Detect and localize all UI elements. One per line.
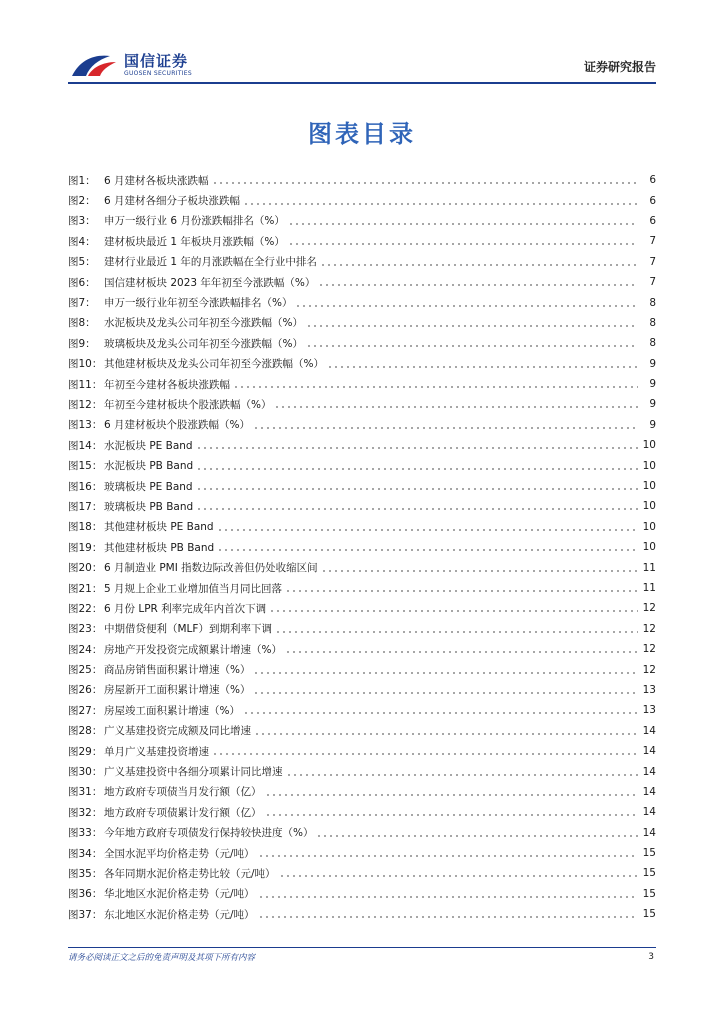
figure-title: 玻璃板块及龙头公司年初至今涨跌幅（%） <box>104 337 303 350</box>
figure-title: 广义基建投资完成额及同比增速 <box>104 725 251 738</box>
dot-leader <box>253 691 638 695</box>
figure-page: 10 <box>642 500 656 513</box>
figure-title: 玻璃板块 PE Band <box>104 480 193 493</box>
header-divider <box>68 82 656 84</box>
toc-entry[interactable] <box>68 190 656 210</box>
dot-leader <box>217 528 638 532</box>
figure-number: 图4： <box>68 235 96 248</box>
figure-number: 图30： <box>68 766 103 779</box>
page-header <box>68 48 656 84</box>
toc-entry[interactable] <box>68 578 656 598</box>
toc-entry[interactable] <box>68 619 656 639</box>
dot-leader <box>265 793 639 797</box>
figure-title: 水泥板块 PE Band <box>104 439 193 452</box>
figure-title: 建材行业最近 1 年的月涨跌幅在全行业中排名 <box>104 256 317 269</box>
figure-title: 东北地区水泥价格走势（元/吨） <box>104 908 255 921</box>
figure-page: 7 <box>649 255 656 268</box>
figure-page: 7 <box>649 235 656 248</box>
figure-title: 申万一级行业 6 月份涨跌幅排名（%） <box>104 215 285 228</box>
toc-entry[interactable] <box>68 517 656 537</box>
toc-entry[interactable] <box>68 557 656 577</box>
dot-leader <box>258 915 638 919</box>
dot-leader <box>321 569 638 573</box>
figure-page: 12 <box>642 622 656 635</box>
figure-title: 中期借贷便利（MLF）到期利率下调 <box>104 623 272 636</box>
guosen-logo-icon <box>70 52 118 78</box>
figure-list <box>68 170 656 924</box>
figure-page: 11 <box>642 561 656 574</box>
figure-title: 地方政府专项债当月发行额（亿） <box>104 786 262 799</box>
figure-title: 房屋竣工面积累计增速（%） <box>104 704 240 717</box>
figure-title: 国信建材板块 2023 年年初至今涨跌幅（%） <box>104 276 316 289</box>
figure-title: 全国水泥平均价格走势（元/吨） <box>104 847 255 860</box>
figure-title: 房地产开发投资完成额累计增速（%） <box>104 643 282 656</box>
figure-page: 15 <box>642 847 656 860</box>
figure-title: 商品房销售面积累计增速（%） <box>104 664 251 677</box>
dot-leader <box>217 548 638 552</box>
toc-entry[interactable] <box>68 476 656 496</box>
figure-page: 13 <box>642 704 656 717</box>
figure-title: 申万一级行业年初至今涨跌幅排名（%） <box>104 297 293 310</box>
dot-leader <box>318 283 638 287</box>
figure-page: 10 <box>642 439 656 452</box>
toc-entry[interactable] <box>68 292 656 312</box>
figure-page: 8 <box>649 316 656 329</box>
figure-title: 地方政府专项债累计发行额（亿） <box>104 806 262 819</box>
figure-number: 图20： <box>68 562 103 575</box>
dot-leader <box>288 222 638 226</box>
figure-title: 广义基建投资中各细分项累计同比增速 <box>104 766 283 779</box>
footer-disclaimer: 请务必阅读正文之后的免责声明及其项下所有内容 <box>68 953 256 963</box>
figure-page: 14 <box>642 806 656 819</box>
brand-name-en: GUOSEN SECURITIES <box>124 69 193 77</box>
figure-page: 9 <box>649 378 656 391</box>
dot-leader <box>285 650 638 654</box>
toc-entry[interactable] <box>68 782 656 802</box>
figure-number: 图11： <box>68 378 103 391</box>
figure-title: 6 月建材各板块涨跌幅 <box>104 174 209 187</box>
toc-entry[interactable] <box>68 863 656 883</box>
dot-leader <box>274 405 638 409</box>
figure-number: 图34： <box>68 847 103 860</box>
figure-number: 图35： <box>68 867 103 880</box>
figure-title: 6 月建材各细分子板块涨跌幅 <box>104 195 241 208</box>
dot-leader <box>295 304 638 308</box>
brand-name-cn: 国信证券 <box>124 51 189 70</box>
figure-number: 图9： <box>68 337 96 350</box>
dot-leader <box>212 181 638 185</box>
toc-entry[interactable] <box>68 455 656 475</box>
toc-entry[interactable] <box>68 170 656 190</box>
figure-number: 图23： <box>68 623 103 636</box>
figure-number: 图5： <box>68 256 96 269</box>
figure-page: 14 <box>642 724 656 737</box>
toc-entry[interactable] <box>68 904 656 924</box>
figure-number: 图1： <box>68 174 96 187</box>
guosen-logo <box>70 52 192 78</box>
toc-entry[interactable] <box>68 313 656 333</box>
figure-page: 6 <box>649 174 656 187</box>
figure-number: 图36： <box>68 888 103 901</box>
figure-number: 图28： <box>68 725 103 738</box>
dot-leader <box>243 202 638 206</box>
figure-number: 图17： <box>68 500 103 513</box>
figure-number: 图33： <box>68 827 103 840</box>
toc-entry[interactable] <box>68 680 656 700</box>
toc-entry[interactable] <box>68 884 656 904</box>
figure-page: 10 <box>642 520 656 533</box>
figure-number: 图22： <box>68 602 103 615</box>
figure-number: 图32： <box>68 806 103 819</box>
figure-title: 6 月建材板块个股涨跌幅（%） <box>104 419 250 432</box>
figure-title: 水泥板块 PB Band <box>104 460 194 473</box>
figure-page: 6 <box>649 194 656 207</box>
dot-leader <box>253 426 638 430</box>
figure-number: 图21： <box>68 582 103 595</box>
dot-leader <box>196 467 638 471</box>
figure-page: 14 <box>642 826 656 839</box>
figure-number: 图18： <box>68 521 103 534</box>
toc-entry[interactable] <box>68 496 656 516</box>
figure-page: 12 <box>642 602 656 615</box>
figure-number: 图25： <box>68 664 103 677</box>
toc-entry[interactable] <box>68 354 656 374</box>
figure-title: 其他建材板块 PE Band <box>104 521 214 534</box>
toc-entry[interactable] <box>68 394 656 414</box>
figure-page: 14 <box>642 785 656 798</box>
figure-title: 玻璃板块 PB Band <box>104 500 194 513</box>
toc-entry[interactable] <box>68 700 656 720</box>
figure-number: 图26： <box>68 684 103 697</box>
figure-title: 其他建材板块 PB Band <box>104 541 215 554</box>
figure-number: 图27： <box>68 704 103 717</box>
toc-entry[interactable] <box>68 231 656 251</box>
dot-leader <box>316 834 638 838</box>
toc-entry[interactable] <box>68 721 656 741</box>
toc-entry[interactable] <box>68 211 656 231</box>
footer-divider <box>68 947 656 948</box>
toc-entry[interactable] <box>68 435 656 455</box>
figure-number: 图13： <box>68 419 103 432</box>
figure-number: 图6： <box>68 276 96 289</box>
figure-number: 图16： <box>68 480 103 493</box>
dot-leader <box>306 344 638 348</box>
figure-page: 10 <box>642 459 656 472</box>
figure-page: 9 <box>649 398 656 411</box>
page-title: 图表目录 <box>308 120 416 148</box>
figure-page: 15 <box>642 887 656 900</box>
figure-title: 今年地方政府专项债发行保持较快进度（%） <box>104 827 314 840</box>
figure-title: 华北地区水泥价格走势（元/吨） <box>104 888 255 901</box>
dot-leader <box>254 732 638 736</box>
dot-leader <box>196 446 638 450</box>
dot-leader <box>258 854 638 858</box>
dot-leader <box>233 385 638 389</box>
toc-entry[interactable] <box>68 659 656 679</box>
dot-leader <box>306 324 638 328</box>
dot-leader <box>253 671 638 675</box>
figure-page: 14 <box>642 745 656 758</box>
toc-entry[interactable] <box>68 823 656 843</box>
dot-leader <box>327 365 638 369</box>
figure-page: 8 <box>649 337 656 350</box>
figure-title: 单月广义基建投资增速 <box>104 745 209 758</box>
toc-entry[interactable] <box>68 741 656 761</box>
figure-title: 水泥板块及龙头公司年初至今涨跌幅（%） <box>104 317 303 330</box>
toc-entry[interactable] <box>68 802 656 822</box>
figure-page: 10 <box>642 480 656 493</box>
figure-number: 图3： <box>68 215 96 228</box>
figure-page: 6 <box>649 214 656 227</box>
figure-title: 房屋新开工面积累计增速（%） <box>104 684 251 697</box>
dot-leader <box>212 752 638 756</box>
figure-page: 9 <box>649 357 656 370</box>
figure-number: 图29： <box>68 745 103 758</box>
figure-number: 图2： <box>68 195 96 208</box>
dot-leader <box>258 895 638 899</box>
figure-page: 9 <box>649 418 656 431</box>
toc-entry[interactable] <box>68 537 656 557</box>
toc-entry[interactable] <box>68 415 656 435</box>
figure-page: 8 <box>649 296 656 309</box>
figure-page: 12 <box>642 643 656 656</box>
figure-title: 5 月规上企业工业增加值当月同比回落 <box>104 582 283 595</box>
toc-entry[interactable] <box>68 374 656 394</box>
figure-page: 13 <box>642 683 656 696</box>
figure-number: 图37： <box>68 908 103 921</box>
toc-entry[interactable] <box>68 598 656 618</box>
figure-number: 图31： <box>68 786 103 799</box>
report-type-label: 证券研究报告 <box>583 60 656 74</box>
figure-title: 建材板块最近 1 年板块月涨跌幅（%） <box>104 235 285 248</box>
figure-number: 图24： <box>68 643 103 656</box>
figure-page: 11 <box>642 582 656 594</box>
dot-leader <box>243 711 638 715</box>
toc-entry[interactable] <box>68 333 656 353</box>
toc-entry[interactable] <box>68 639 656 659</box>
figure-page: 7 <box>649 276 656 289</box>
figure-title: 其他建材板块及龙头公司年初至今涨跌幅（%） <box>104 358 324 371</box>
figure-title: 6 月份 LPR 利率完成年内首次下调 <box>104 602 267 615</box>
figure-number: 图19： <box>68 541 103 554</box>
page-number: 3 <box>648 952 654 962</box>
figure-number: 图12： <box>68 398 103 411</box>
figure-title: 年初至今建材各板块涨跌幅 <box>104 378 230 391</box>
toc-entry[interactable] <box>68 761 656 781</box>
figure-page: 10 <box>642 541 656 554</box>
figure-number: 图15： <box>68 460 103 473</box>
toc-entry[interactable] <box>68 272 656 292</box>
figure-number: 图7： <box>68 297 96 310</box>
dot-leader <box>269 609 638 613</box>
dot-leader <box>286 773 639 777</box>
figure-page: 12 <box>642 663 656 676</box>
figure-number: 图8： <box>68 317 96 330</box>
figure-page: 15 <box>642 908 656 921</box>
toc-entry[interactable] <box>68 252 656 272</box>
dot-leader <box>320 263 638 267</box>
dot-leader <box>275 630 638 634</box>
dot-leader <box>279 874 638 878</box>
dot-leader <box>196 507 638 511</box>
figure-number: 图10： <box>68 358 103 371</box>
dot-leader <box>288 242 638 246</box>
dot-leader <box>196 487 638 491</box>
figure-title: 各年同期水泥价格走势比较（元/吨） <box>104 867 276 880</box>
figure-title: 6 月制造业 PMI 指数边际改善但仍处收缩区间 <box>104 562 318 575</box>
figure-page: 14 <box>642 765 656 778</box>
figure-title: 年初至今建材板块个股涨跌幅（%） <box>104 398 272 411</box>
dot-leader <box>265 813 639 817</box>
figure-number: 图14： <box>68 439 103 452</box>
figure-page: 15 <box>642 867 656 880</box>
toc-entry[interactable] <box>68 843 656 863</box>
dot-leader <box>285 589 638 593</box>
